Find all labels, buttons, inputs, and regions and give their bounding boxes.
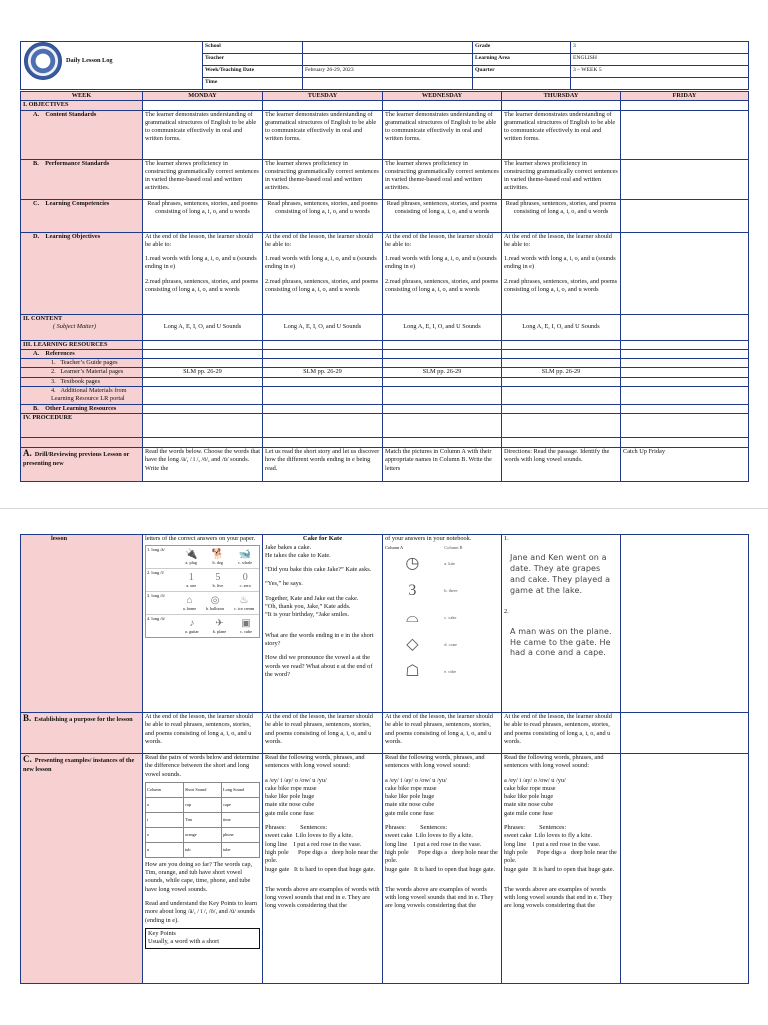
content-tue: Long A, E, I, O, and U Sounds: [263, 314, 383, 340]
examples-mon: Read the pairs of words below and determine the difference between the short and long vowel sounds. Column Short Sound Long Sound a cap cape i Tim time o orange phone u tub tube How are you doing so far? The words cap, Tim, orange, and tub have short vowel sounds, while cape, time, phone, and tube have long vowel sounds. Read and understand the Key Points to learn more about long /ā/, / ī /, /ō/, and /ū/ sounds (ending in e). Key Points Usually, a word with a short: [143, 754, 263, 984]
procedure-heading: IV. PROCEDURE: [21, 413, 143, 437]
objectives-thu: At the end of the lesson, the learner should be able to: 1.read words with long a, i, o, and u (sounds ending in e) 2.read phrases, sentences, stories, and poems consisting of long a, i, o, and u words: [502, 232, 621, 314]
robot-icon: ☖: [405, 663, 420, 681]
kite-icon: ◇: [406, 636, 419, 654]
content-wed: Long A, E, I, O, and U Sounds: [383, 314, 502, 340]
performance-standards-wed: The learner shows proficiency in constructing grammatically correct sentences in varied theme-based oral and written activities.: [383, 159, 502, 199]
monday-header: MONDAY: [143, 92, 263, 101]
textbook-pages-label: 3. Textbook pages: [21, 377, 143, 386]
performance-standards-thu: The learner shows proficiency in constructing grammatically correct sentences in varied theme-based oral and written activities.: [502, 159, 621, 199]
drill-mon: Read the words below. Choose the words that have the long /ā/, / ī /, /ō/, and /ū/ sounds. Write the: [143, 447, 263, 481]
teacher-value[interactable]: [303, 54, 473, 66]
drill-wed: Match the pictures in Column A with their appropriate names in Column B. Write the letters: [383, 447, 502, 481]
competencies-wed: Read phrases, sentences, stories, and poems consisting of long a, i, o, and u words: [383, 199, 502, 232]
week-header: WEEK: [21, 92, 143, 101]
plug-icon: 🔌: [185, 548, 198, 560]
drill-tue: Let us read the short story and let us discover how the different words ending in e being read.: [263, 447, 383, 481]
slm-mon: SLM pp. 26-29: [143, 368, 263, 377]
drill-label-cont: lesson: [21, 535, 143, 713]
wednesday-header: WEDNESDAY: [383, 92, 502, 101]
matching-activity: Column A ◷ 3 ⌓ ◇ ☖ Column B a. kite b. three c. cake d. cone e. robe: [385, 545, 499, 686]
home-icon: ⌂: [186, 594, 193, 606]
learning-objectives-label: D. Learning Objectives: [21, 232, 143, 314]
learning-resources-heading: III. LEARNING RESOURCES: [21, 340, 143, 349]
drill-mon-cont: letters of the correct answers on your paper. 1. long /ā/ 🔌 a. plug 🐕 b. dog 🐋 c. whale 2. long /ī/ 1 a. one 5 b. five 0 c. zero 3. long /ō/ ⌂ a. home ◎ b. balloons ♨ c. ice cream 4. long /ū/ ♪ a. guitar ✈ b. plane ▣ c. cube: [143, 535, 263, 713]
competencies-tue: Read phrases, sentences, stories, and poems consisting of long a, i, o, and u words: [263, 199, 383, 232]
story-cake-for-kate: Cake for Kate Jake bakes a cake. He takes the cake to Kate. “Did you bake this cake Jake?” Kate asks. “Yes,” he says. Together, Kate and Jake eat the cake. “Oh, thank you, Jake,” Kate adds. “It is your birthday, “Jake smiles. What are the words ending in e in the short story? How did we pronounce the vowel a at the words we read? What about e at the end of the word?: [263, 535, 383, 713]
purpose-wed: At the end of the lesson, the learner should be able to read phrases, sentences, stories, and poems consisting of long a, i, o, and u words.: [383, 713, 502, 754]
ice-cream-icon: ♨: [239, 594, 249, 606]
passage-2: A man was on the plane. He came to the gate. He had a cone and a cape.: [510, 626, 612, 658]
slm-tue: SLM pp. 26-29: [263, 368, 383, 377]
whale-icon: 🐋: [238, 548, 252, 560]
plane-icon: ✈: [215, 617, 224, 629]
objectives-wed: At the end of the lesson, the learner should be able to: 1.read words with long a, i, o, and u (sounds ending in e) 2.read phrases, sentences, stories, and poems consisting of long a, i, o, and u words: [383, 232, 502, 314]
content-label: II. CONTENT ( Subject Matter): [21, 314, 143, 340]
key-points-box: Key Points Usually, a word with a short: [145, 928, 260, 949]
content-standards-wed: The learner demonstrates understanding of grammatical structures of English to be able to communicate effectively in oral and written forms.: [383, 110, 502, 159]
grade-label: Grade: [473, 42, 571, 54]
slm-wed: SLM pp. 26-29: [383, 368, 502, 377]
dog-icon: 🐕: [211, 548, 224, 560]
drill-fri: Catch Up Friday: [621, 447, 749, 481]
teaching-date-label: Week/Teaching Date: [203, 66, 303, 78]
learning-area-value[interactable]: ENGLISH: [571, 54, 749, 66]
header-table: [20, 41, 749, 90]
clock-icon: ◷: [405, 555, 420, 573]
performance-standards-mon: The learner shows proficiency in constructing grammatically correct sentences in varied theme-based oral and written activities.: [143, 159, 263, 199]
page-1: [0, 0, 768, 508]
objectives-tue: At the end of the lesson, the learner should be able to: 1.read words with long a, i, o, and u (sounds ending in e) 2.read phrases, sentences, stories, and poems consisting of long a, i, o, and u words: [263, 232, 383, 314]
examples-thu: Read the following words, phrases, and sentences with long vowel sound: a /ey/ i /ay/ o /ow/ u /yu/ cake bike rope muse bake like pole huge mate site nose cube gate mile cone fuse Phrases: Sentences: sweet cake Lilo loves to fly a kite. long line I put a red rose in the vase. high pole Pope digs a deep hole near the pole. huge gate It is hard to open that huge gate. The words above are examples of words with long vowel sounds that end in e. They are long vowels considering that the: [502, 754, 621, 984]
content-mon: Long A, E, I, O, and U Sounds: [143, 314, 263, 340]
content-thu: Long A, E, I, O, and U Sounds: [502, 314, 621, 340]
cube-icon: ▣: [241, 617, 251, 629]
day-header-row: [21, 92, 749, 101]
long-vowel-worksheet: 1. long /ā/ 🔌 a. plug 🐕 b. dog 🐋 c. whale 2. long /ī/ 1 a. one 5 b. five 0 c. zero 3. long /ō/ ⌂ a. home ◎ b. balloons ♨ c. ice cream 4. long /ū/ ♪ a. guitar ✈ b. plane ▣ c. cube: [145, 545, 260, 638]
grade-value[interactable]: 3: [571, 42, 749, 54]
time-value[interactable]: [303, 78, 473, 90]
teaching-date-value[interactable]: February 26-29, 2023: [303, 66, 473, 78]
drill-thu: Directions: Read the passage. Identify the words with long vowel sounds.: [502, 447, 621, 481]
lesson-log-table-cont: [20, 534, 749, 984]
purpose-mon: At the end of the lesson, the learner should be able to read phrases, sentences, stories, and poems consisting of long a, i, o, and u words.: [143, 713, 263, 754]
purpose-label: B. Establishing a purpose for the lesson: [21, 713, 143, 754]
drill-wed-cont: of your answers in your notebook. Column A ◷ 3 ⌓ ◇ ☖ Column B a. kite b. three c. cake d. cone e. robe: [383, 535, 502, 713]
objectives-heading: I. OBJECTIVES: [21, 101, 143, 110]
content-standards-mon: The learner demonstrates understanding of grammatical structures of English to be able to communicate effectively in oral and written forms.: [143, 110, 263, 159]
short-long-table: Column Short Sound Long Sound a cap cape i Tim time o orange phone u tub tube: [145, 782, 260, 858]
page-2: [0, 508, 768, 1025]
performance-standards-label: B. Performance Standards: [21, 159, 143, 199]
slm-thu: SLM pp. 26-29: [502, 368, 621, 377]
thursday-header: THURSDAY: [502, 92, 621, 101]
friday-header: FRIDAY: [621, 92, 749, 101]
objectives-mon: At the end of the lesson, the learner should be able to: 1.read words with long a, i, o, and u (sounds ending in e) 2.read phrases, sentences, stories, and poems consisting of long a, i, o, and u words: [143, 232, 263, 314]
tuesday-header: TUESDAY: [263, 92, 383, 101]
guitar-icon: ♪: [189, 617, 195, 629]
learning-competencies-label: C. Learning Competencies: [21, 199, 143, 232]
additional-materials-label: 4. Additional Materials from Learning Resource LR portal: [21, 387, 143, 405]
drill-reviewing-label: A. Drill/Reviewing previous Lesson or presenting new: [21, 447, 143, 481]
passage-1: Jane and Ken went on a date. They ate grapes and cake. They played a game at the lake.: [510, 553, 611, 595]
competencies-thu: Read phrases, sentences, stories, and poems consisting of long a, i, o, and u words: [502, 199, 621, 232]
learners-material-label: 2. Learner’s Material pages: [21, 368, 143, 377]
balloons-icon: ◎: [210, 594, 220, 606]
school-label: School: [203, 42, 303, 54]
performance-standards-tue: The learner shows proficiency in constructing grammatically correct sentences in varied theme-based oral and written activities.: [263, 159, 383, 199]
references-label: A. References: [21, 349, 143, 358]
cake-icon: ⌓: [406, 609, 419, 627]
content-standards-tue: The learner demonstrates understanding of grammatical structures of English to be able to communicate effectively in oral and written forms.: [263, 110, 383, 159]
time-label: Time: [203, 78, 303, 90]
story-title: Cake for Kate: [302, 535, 343, 542]
quarter-value[interactable]: 3 – WEEK 5: [571, 66, 749, 78]
school-value[interactable]: [303, 42, 473, 54]
quarter-label: Quarter: [473, 66, 571, 78]
number-three-icon: 3: [408, 582, 417, 600]
doc-title: Daily Lesson Log: [66, 57, 113, 64]
other-resources-label: B. Other Learning Resources: [21, 404, 143, 413]
content-standards-thu: The learner demonstrates understanding of grammatical structures of English to be able to communicate effectively in oral and written forms.: [502, 110, 621, 159]
teacher-label: Teacher: [203, 54, 303, 66]
lesson-log-table: [20, 91, 749, 482]
teachers-guide-label: 1. Teacher’s Guide pages: [21, 359, 143, 368]
content-standards-label: A. Content Standards: [21, 110, 143, 159]
examples-wed: Read the following words, phrases, and sentences with long vowel sound: a /ey/ i /ay/ o /ow/ u /yu/ cake bike rope muse bake like pole huge mate site nose cube gate mile cone fuse Phrases: Sentences: sweet cake Lilo loves to fly a kite. long line I put a red rose in the vase. high pole Pope digs a deep hole near the pole. huge gate It is hard to open that huge gate. The words above are examples of words with long vowel sounds that end in e. They are long vowels considering that the: [383, 754, 502, 984]
examples-tue: Read the following words, phrases, and sentences with long vowel sound: a /ey/ i /ay/ o /ow/ u /yu/ cake bike rope muse bake like pole huge mate site nose cube gate mile cone fuse Phrases: Sentences: sweet cake Lilo loves to fly a kite. long line I put a red rose in the vase. high pole Pope digs a deep hole near the pole. huge gate It is hard to open that huge gate. The words above are examples of words with long vowel sounds that end in e. They are long vowels considering that the: [263, 754, 383, 984]
competencies-mon: Read phrases, sentences, stories, and poems consisting of long a, i, o, and u words: [143, 199, 263, 232]
examples-label: C. Presenting examples/ instances of the new lesson: [21, 754, 143, 984]
passage-thu: 1. Jane and Ken went on a date. They ate grapes and cake. They played a game at the lake. 2. A man was on the plane. He came to the gate. He had a cone and a cape.: [502, 535, 621, 713]
learning-area-label: Learning Area: [473, 54, 571, 66]
purpose-tue: At the end of the lesson, the learner should be able to read phrases, sentences, stories, and poems consisting of long a, i, o, and u words.: [263, 713, 383, 754]
purpose-thu: At the end of the lesson, the learner should be able to read phrases, sentences, stories, and poems consisting of long a, i, o, and u words.: [502, 713, 621, 754]
